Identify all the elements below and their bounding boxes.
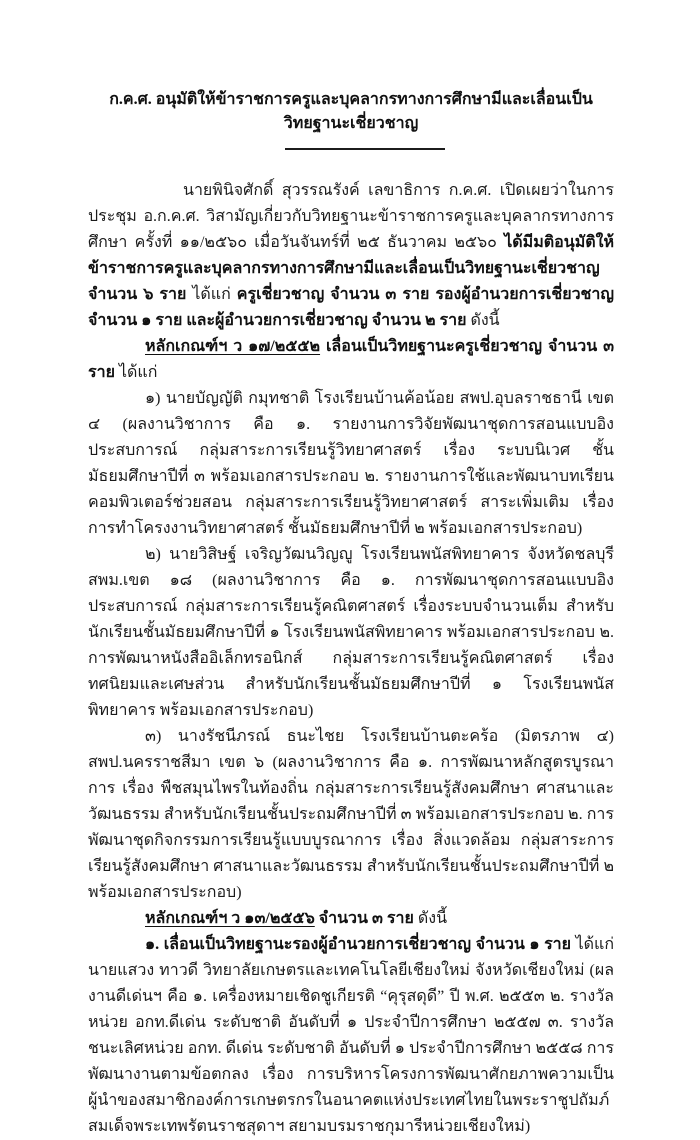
section1-heading [88,334,614,386]
section2-criteria-ref: หลักเกณฑ์ฯ ว ๑๓/๒๕๕๖ [145,910,315,927]
intro-approval-bold-text: ได้มีมติอนุมัติให้ข้าราชการครูและบุคลากรทางการศึกษามีและเลื่อนเป็นวิทยฐานะเชี่ยวชาญ จำนวน ๖ ราย [88,234,614,303]
intro-paragraph [88,178,614,334]
section2-heading [88,906,614,932]
intro-breakdown-bold-text: ครูเชี่ยวชาญ จำนวน ๓ ราย รองผู้อำนวยการเชี่ยวชาญ จำนวน ๑ ราย และผู้อำนวยการเชี่ยวชาญ จำนวน ๒ ราย [88,286,615,329]
title-divider-rule [285,148,445,150]
deputy-director-item-bold: ๑. เลื่อนเป็นวิทยฐานะรองผู้อำนวยการเชี่ยวชาญ จำนวน ๑ ราย [145,936,572,953]
intro-tail-text: ดังนี้ [466,312,500,329]
list-item-teacher-3: ๓) นางรัชนีภรณ์ ธนะไชย โรงเรียนบ้านตะคร้อ (มิตรภาพ ๔) สพป.นครราชสีมา เขต ๖ (ผลงานวิชาการ คือ ๑. การพัฒนาหลักสูตรบูรณาการ เรื่อง พืชสมุนไพรในท้องถิ่น กลุ่มสาระการเรียนรู้สังคมศึกษา ศาสนาและวัฒนธรรม สำหรับนักเรียนชั้นประถมศึกษาปีที่ ๓ พร้อมเอกสารประกอบ ๒. การพัฒนาชุดกิจกรรมการเรียนรู้แบบบูรณาการ เรื่อง สิ่งแวดล้อม กลุ่มสาระการเรียนรู้สังคมศึกษา ศาสนาและวัฒนธรรม สำหรับนักเรียนชั้นประถมศึกษาปีที่ ๒ พร้อมเอกสารประกอบ) [88,728,614,901]
section1-heading-bold: เลื่อนเป็นวิทยฐานะครูเชี่ยวชาญ จำนวน ๓ ราย [88,338,615,381]
intro-lead-text: นายพินิจศักดิ์ สุวรรณรังค์ เลขาธิการ ก.ค.ศ. เปิดเผยว่าในการประชุม อ.ก.ค.ศ. วิสามัญเกี่ยวกับวิทยฐานะข้าราชการครูและบุคลากรทางการศึกษา ครั้งที่ ๑๑/๒๕๖๐ เมื่อวันจันทร์ที่ ๒๕ ธันวาคม ๒๕๖๐ [88,182,614,251]
list-item-teacher-1: ๑) นายบัญญัติ กมุทชาติ โรงเรียนบ้านค้อน้อย สพป.อุบลราชธานี เขต ๔ (ผลงานวิชาการ คือ ๑. รายงานการวิจัยพัฒนาชุดการสอนแบบอิงประสบการณ์ กลุ่มสาระการเรียนรู้วิทยาศาสตร์ เรื่อง ระบบนิเวศ ชั้นมัธยมศึกษาปีที่ ๓ พร้อมเอกสารประกอบ ๒. รายงานการใช้และพัฒนาบทเรียนคอมพิวเตอร์ช่วยสอน กลุ่มสาระการเรียนรู้วิทยาศาสตร์ สาระเพิ่มเติม เรื่อง การทำโครงงานวิทยาศาสตร์ ชั้นมัธยมศึกษาปีที่ ๒ พร้อมเอกสารประกอบ) [88,390,614,537]
document-body [88,178,614,1140]
section2-heading-tail: ดังนี้ [413,910,447,927]
section1-heading-tail: ได้แก่ [114,364,158,381]
list-item-teacher-2: ๒) นายวิสิษฐ์ เจริญวัฒนวิญญู โรงเรียนพนัสพิทยาคาร จังหวัดชลบุรี สพม.เขต ๑๘ (ผลงานวิชาการ คือ ๑. การพัฒนาชุดการสอนแบบอิงประสบการณ์ กลุ่มสาระการเรียนรู้คณิตศาสตร์ เรื่องระบบจำนวนเต็ม สำหรับนักเรียนชั้นมัธยมศึกษาปีที่ ๑ โรงเรียนพนัสพิทยาคาร พร้อมเอกสารประกอบ ๒. การพัฒนาหนังสืออิเล็กทรอนิกส์ กลุ่มสาระการเรียนรู้คณิตศาสตร์ เรื่อง ทศนิยมและเศษส่วน สำหรับนักเรียนชั้นมัธยมศึกษาปีที่ ๑ โรงเรียนพนัสพิทยาคาร พร้อมเอกสารประกอบ) [88,546,614,719]
section2-heading-bold: จำนวน ๓ ราย [314,910,414,927]
list-item-deputy-director-1 [88,932,614,1140]
document-title: ก.ค.ศ. อนุมัติให้ข้าราชการครูและบุคลากรทางการศึกษามีและเลื่อนเป็นวิทยฐานะเชี่ยวชาญ [109,91,593,132]
section1-criteria-ref: หลักเกณฑ์ฯ ว ๑๗/๒๕๕๒ [145,338,321,355]
deputy-director-item-text: ได้แก่ นายแสวง ทาวดี วิทยาลัยเกษตรและเทคโนโลยีเชียงใหม่ จังหวัดเชียงใหม่ (ผลงานดีเด่นฯ คือ ๑. เครื่องหมายเชิดชูเกียรติ “คุรุสดุดี” ปี พ.ศ. ๒๕๕๓ ๒. รางวัลหน่วย อกท.ดีเด่น ระดับชาติ อันดับที่ ๑ ประจำปีการศึกษา ๒๕๕๗ ๓. รางวัลชนะเลิศหน่วย อกท. ดีเด่น ระดับชาติ อันดับที่ ๑ ประจำปีการศึกษา ๒๕๕๘ การพัฒนางานตามข้อตกลง เรื่อง การบริหารโครงการพัฒนาศักยภาพความเป็นผู้นำของสมาชิกองค์การเกษตรกรในอนาคตแห่งประเทศไทยในพระราชูปถัมภ์สมเด็จพระเทพรัตนราชสุดาฯ สยามบรมราชกุมารีหน่วยเชียงใหม่) [88,936,614,1135]
intro-mid-text: ได้แก่ [186,286,237,303]
